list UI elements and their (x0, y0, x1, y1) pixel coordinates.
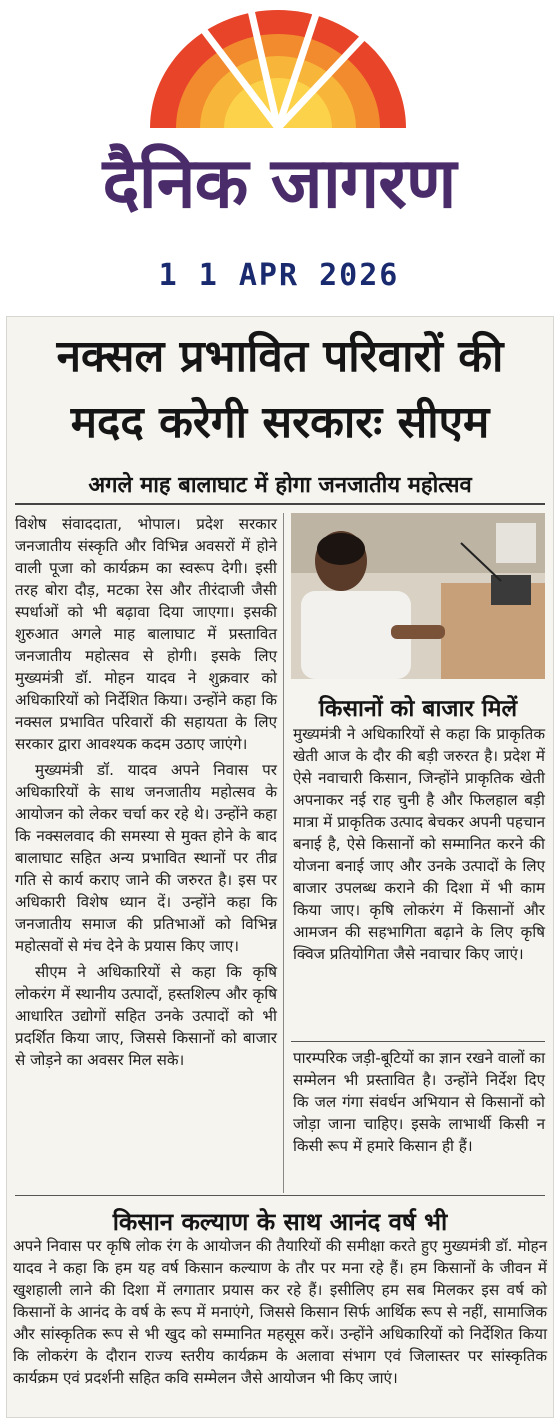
article-clipping (6, 316, 554, 1418)
sidebar-title: किसानों को बाजार मिलें (318, 696, 518, 722)
paragraph: मुख्यमंत्री डॉ. यादव अपने निवास पर अधिकारियों के साथ जनजातीय महोत्सव के आयोजन को लेकर चर्चा कर रहे थे। उन्होंने कहा कि नक्सलवाद की समस्या से मुक्त होने के बाद बालाघाट सहित अन्य प्रभावित स्थानों पर तीव्र गति से कार्य कराए जाने की जरुरत है। इस पर अधिकारी विशेष ध्यान दें। उन्होंने कहा कि जनजातीय समाज की प्रतिभाओं को विभिन्न महोत्सवों से मंच देने के प्रयास किए जाए। (15, 761, 277, 955)
news-photo (291, 513, 545, 679)
left-column (15, 513, 277, 1071)
publication-date: 1 1 APR 2026 (158, 258, 400, 293)
meeting-photo-icon (291, 513, 545, 679)
section-text: अपने निवास पर कृषि लोक रंग के आयोजन की तैयारियों की समीक्षा करते हुए मुख्यमंत्री डॉ. मोहन यादव ने कहा कि हम यह वर्ष किसान कल्याण के तौर पर मना रहे हैं। हम किसानों के जीवन में खुशहाली लाने की दिशा में लगातार प्रयास कर रहे हैं। इसीलिए हम सब मिलकर इस वर्ष को किसानों के आनंद के वर्ष के रूप में मनाएंगे, जिससे किसान सिर्फ आर्थिक रूप से नहीं, सामाजिक और सांस्कृतिक रूप से भी खुद को सम्मानित महसूस करें। उन्होंने अधिकारियों को निर्देशित किया कि लोकरंग के दौरान राज्य स्तरीय कार्यक्रम के अलावा संभाग एवं जिलास्तर पर सांस्कृतिक कार्यक्रम एवं प्रदर्शनी सहित कवि सम्मेलन जैसे आयोजन भी किए जाएं। (13, 1237, 547, 1387)
masthead (0, 0, 558, 310)
newspaper-name: दैनिक जागरण (102, 142, 456, 224)
sidebar-text: मुख्यमंत्री ने अधिकारियों से कहा कि प्राकृतिक खेती आज के दौर की बड़ी जरुरत है। प्रदेश में ऐसे नवाचारी किसान, जिन्होंने प्राकृतिक खेती अपनाकर नई राह चुनी है और फिलहाल बड़ी मात्रा में प्राकृतिक उत्पाद बेचकर अपनी पहचान बनाई है, ऐसे किसानों को सम्मानित करने की योजना बनाई जाए और उनके उत्पादों के लिए बाजार उपलब्ध कराने की दिशा में भी काम किया जाए। कृषि लोकरंग में किसानों और आमजन की सहभागिता बढ़ाने के लिए कृषि क्विज प्रतियोगिता जैसे नवाचार किए जाएं। (293, 725, 545, 963)
subhead-divider (15, 503, 545, 505)
section-divider (15, 1195, 545, 1196)
paragraph: सीएम ने अधिकारियों से कहा कि कृषि लोकरंग में स्थानीय उत्पादों, हस्तशिल्प और कृषि आधारित उद्योगों सहित उनके उत्पादों को भी प्रदर्शित किया जाए, जिससे किसानों को बाजार से जोड़ने का अवसर मिल सके। (15, 963, 277, 1069)
box-divider (291, 1041, 545, 1042)
sun-logo-icon (0, 0, 558, 140)
section-title: किसान कल्याण के साथ आनंद वर्ष भी (112, 1208, 448, 1236)
paragraph: विशेष संवाददाता, भोपाल। प्रदेश सरकार जनजातीय संस्कृति और विभिन्न अवसरों में होने वाली पूजा को कार्यक्रम का स्वरूप देगी। इसी तरह बोरा दौड़, मटका रेस और तीरंदाजी जैसी स्पर्धाओं को भी बढ़ावा दिया जाएगा। इसकी शुरुआत अगले माह बालाघाट में प्रस्तावित जनजातीय महोत्सव से होगी। इसके लिए मुख्यमंत्री डॉ. मोहन यादव ने शुक्रवार को अधिकारियों को निर्देशित किया। उन्होंने कहा कि नक्सल प्रभावित परिवारों की सहायता के लिए सरकार द्वारा आवश्यक कदम उठाए जाएंगे। (15, 515, 277, 753)
right-column-bottom: पारम्परिक जड़ी-बूटियों का ज्ञान रखने वालों का सम्मेलन भी प्रस्तावित है। उन्होंने निर्देश दिए कि जल गंगा संवर्धन अभियान से किसानों को जोड़ा जाना चाहिए। इसके लाभार्थी किसी न किसी रूप में हमारे किसान ही हैं। (293, 1049, 545, 1155)
headline-line-2: मदद करेगी सरकारः सीएम (70, 397, 490, 448)
column-divider (283, 513, 284, 1193)
headline-line-1: नक्सल प्रभावित परिवारों की (56, 331, 504, 382)
subheadline: अगले माह बालाघाट में होगा जनजातीय महोत्सव (88, 473, 472, 498)
